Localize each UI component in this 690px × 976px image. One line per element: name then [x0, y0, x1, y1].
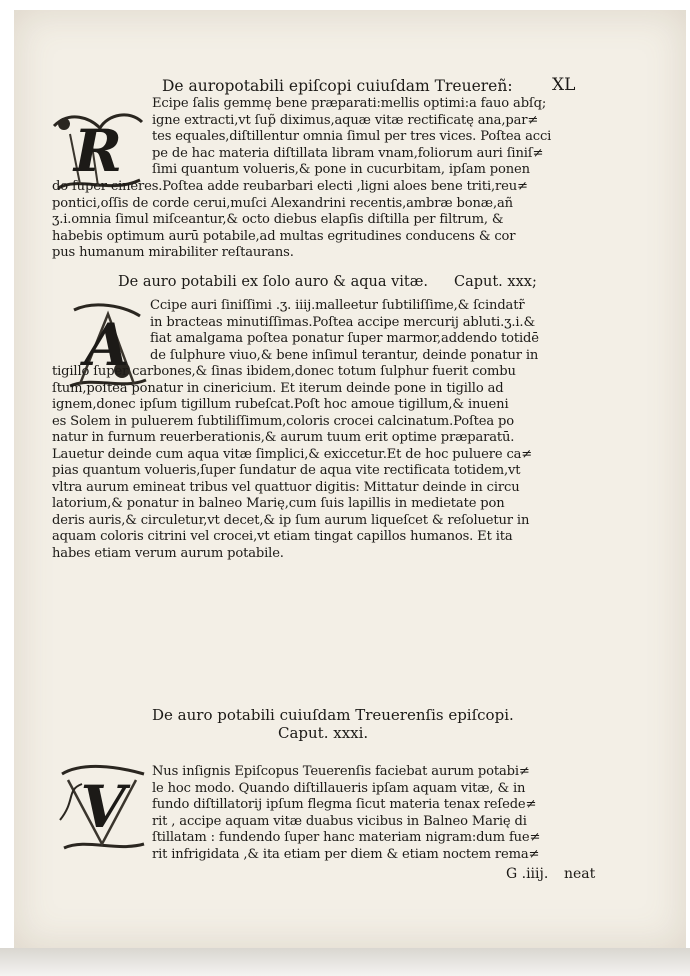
section1-body — [152, 96, 672, 180]
running-header-title: De auropotabili epiſcopi cuiuſdam Treuereñ: — [162, 77, 513, 95]
initial-letter: V — [80, 773, 126, 841]
text-line: deris auris,& circuletur,vt decet,& ip ſum aurum liqueſcet & reſoluetur in — [52, 512, 530, 528]
text-line: in bracteas minutiſſimas.Poſtea accipe mercurij abluti.ʒ.i.& — [150, 314, 535, 330]
decorated-initial-v — [56, 760, 150, 854]
text-line: latorium,& ponatur in balneo Marię,cum ſuis lapillis in medietate pon — [52, 496, 505, 511]
text-line: Lauetur deinde cum aqua vitæ ſimplici,& exiccetur.Et de hoc puluere ca≠ — [52, 446, 533, 462]
book-page — [14, 10, 686, 948]
text-line: ſtillatam : fundendo ſuper hanc materiam nigram:dum fue≠ — [152, 830, 541, 845]
text-line: Nus inſignis Epiſcopus Teuerenſis faciebat aurum potabi≠ — [152, 764, 530, 779]
text-line: es Solem in puluerem ſubtiliſſimum,coloris crocei calcinatum.Poſtea po — [52, 413, 514, 429]
text-line: ʒ.i.omnia ſimul miſceantur,& octo diebus elapſis diſtilla per filtrum, & — [52, 212, 504, 227]
text-line: pias quantum volueris,ſuper ſundatur de aqua vite rectificata totidem,vt — [52, 463, 521, 478]
text-line: tigillo ſuper carbones,& ſinas ibidem,donec totum ſulphur fuerit combu — [52, 364, 516, 379]
text-line: aquam coloris citrini vel crocei,vt etiam tingat capillos humanos. Et ita — [52, 529, 513, 544]
text-line: tes equales,diſtillentur omnia ſimul per tres vices. Poſtea acci — [152, 129, 552, 144]
text-line: igne extracti,vt ſup̃ diximus,aquæ vitæ rectificatę ana,par≠ — [152, 112, 539, 128]
text-line: le hoc modo. Quando diſtillaueris ipſam aquam vitæ, & in — [152, 780, 526, 796]
section2-body — [150, 298, 672, 366]
text-line: pontici,oſſis de corde cerui,muſci Alexandrini recentis,ambræ bonæ,añ — [52, 195, 513, 211]
initial-letter: A — [84, 311, 130, 379]
folio-number: XL — [552, 75, 576, 95]
text-line: Ccipe auri ſiniſſimi .ʒ. iiij.malleetur ſubtiliſſime,& ſcindatr̃ — [150, 298, 525, 313]
text-line: vltra aurum emineat tribus vel quattuor digitis: Mittatur deinde in circu — [52, 479, 520, 495]
catchword: neat — [564, 866, 596, 882]
text-line: de ſulphure viuo,& bene inſimul terantur, deinde ponatur in — [150, 347, 539, 363]
text-line: rit infrigidata ,& ita etiam per diem & etiam noctem rema≠ — [152, 846, 540, 862]
chapter-number: Caput. xxxi. — [278, 724, 369, 742]
text-line: ignem,donec ipſum tigillum rubeſcat.Poſt hoc amoue tigillum,& inueni — [52, 397, 509, 412]
text-line: fundo diſtillatorij ipſum flegma ſicut materia tenax reſede≠ — [152, 797, 537, 812]
text-line: pe de hac materia diſtillata libram vnam,foliorum auri ſiniſ≠ — [152, 145, 544, 161]
text-line: habes etiam verum aurum potabile. — [52, 545, 284, 561]
chapter-heading: De auro potabili cuiuſdam Treuerenſis epiſcopi. — [152, 706, 514, 724]
chapter-number: Caput. xxx; — [454, 274, 537, 290]
text-line: ſimi quantum volueris,& pone in cucurbitam, ipſam ponen — [152, 162, 530, 177]
text-line: rit , accipe aquam vitæ duabus vicibus in Balneo Marię di — [152, 813, 527, 829]
chapter-heading: De auro potabili ex ſolo auro & aqua vitæ. — [118, 274, 428, 290]
signature-mark: G .iiij. — [506, 866, 549, 882]
text-line: habebis optimum aurū potabile,ad multas egritudines conducens & cor — [52, 228, 516, 244]
text-line: fiat amalgama poſtea ponatur ſuper marmor,addendo totidē — [150, 331, 539, 346]
section3-body — [152, 764, 672, 866]
text-line: ſtum,poſtea ponatur in cinericium. Et iterum deinde pone in tigillo ad — [52, 380, 504, 396]
text-line: do ſuper cineres.Poſtea adde reubarbari electi ,ligni aloes bene triti,reu≠ — [52, 179, 528, 194]
section2-body-full — [52, 364, 672, 566]
initial-letter: R — [73, 117, 123, 185]
text-line: Ecipe ſalis gemmę bene præparati:mellis optimi:a fauo abſq; — [152, 96, 547, 111]
text-line: natur in furnum reuerberationis,& aurum tuum erit optime præparatū. — [52, 430, 515, 445]
section1-body-full — [52, 179, 672, 263]
scan-bottom-edge — [0, 948, 690, 976]
text-line: pus humanum mirabiliter reſtaurans. — [52, 245, 294, 260]
